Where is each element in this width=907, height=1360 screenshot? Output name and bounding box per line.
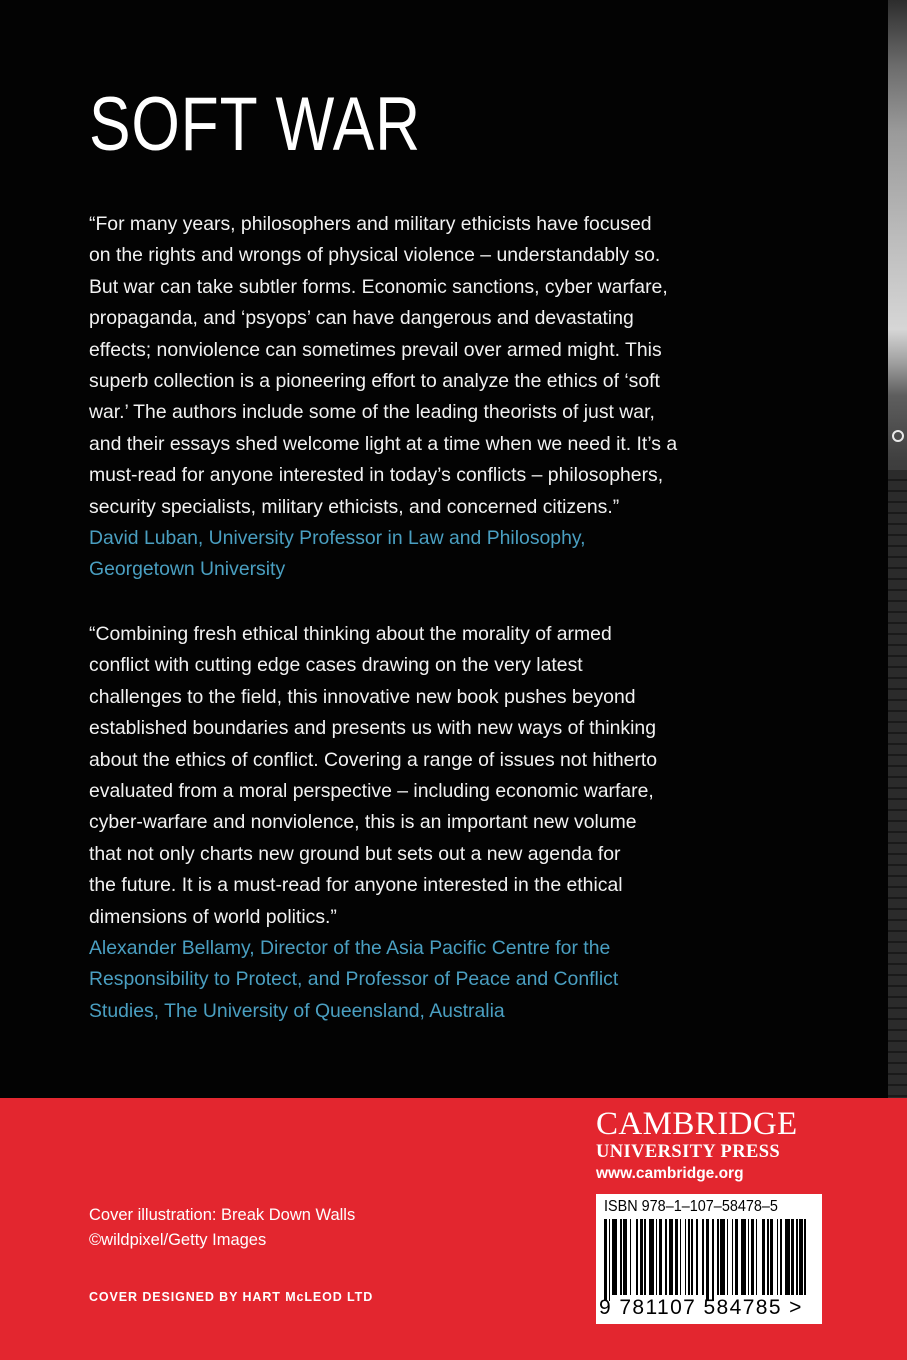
attribution-line: Responsibility to Protect, and Professor of Peace and Conflict xyxy=(89,968,619,991)
barcode-bar xyxy=(636,1219,638,1295)
publisher-url[interactable]: www.cambridge.org xyxy=(596,1165,744,1182)
cover-illustration-credit: Cover illustration: Break Down Walls xyxy=(89,1206,356,1224)
barcode-bar xyxy=(804,1219,806,1295)
quote-line: evaluated from a moral perspective – including economic warfare, xyxy=(89,780,654,803)
endorsement-quote xyxy=(89,619,729,933)
quote-line: the future. It is a must-read for anyone interested in the ethical xyxy=(89,874,623,897)
barcode-bar xyxy=(659,1219,662,1295)
image-copyright: ©wildpixel/Getty Images xyxy=(89,1231,267,1249)
designer-credit: COVER DESIGNED BY HART McLEOD LTD xyxy=(89,1290,374,1304)
barcode-digits: 9 781107 584785 > xyxy=(599,1296,803,1319)
barcode-bar xyxy=(691,1219,693,1295)
endorsement-attribution xyxy=(89,523,729,586)
publisher-name: CAMBRIDGE xyxy=(596,1106,798,1142)
barcode-bar xyxy=(735,1219,738,1295)
quote-line: about the ethics of conflict. Covering a range of issues not hitherto xyxy=(89,748,658,771)
quote-line: that not only charts new ground but sets out a new agenda for xyxy=(89,842,621,865)
barcode-bar xyxy=(649,1219,654,1295)
barcode-bar xyxy=(770,1219,773,1295)
barcode-bar xyxy=(780,1219,782,1295)
barcode-bar xyxy=(712,1219,714,1301)
barcode-bar xyxy=(604,1219,607,1301)
quote-line: But war can take subtler forms. Economic sanctions, cyber warfare, xyxy=(89,275,668,298)
quote-line: propaganda, and ‘psyops’ can have dangerous and devastating xyxy=(89,307,634,330)
attribution-line: David Luban, University Professor in Law and Philosophy, xyxy=(89,527,586,550)
endorsement-1 xyxy=(89,209,729,586)
barcode-bar xyxy=(777,1219,779,1295)
barcode-bar xyxy=(702,1219,704,1295)
endorsement-quote xyxy=(89,209,729,523)
barcode-bar xyxy=(630,1219,632,1295)
quote-line: security specialists, military ethicists, and concerned citizens.” xyxy=(89,495,620,518)
barcode-bar xyxy=(665,1219,667,1295)
barcode-bar xyxy=(799,1219,802,1295)
quote-line: “For many years, philosophers and military ethicists have focused xyxy=(89,213,652,235)
barcode-bar xyxy=(609,1219,611,1301)
quote-line: conflict with cutting edge cases drawing on the very latest xyxy=(89,654,583,677)
barcode-bar xyxy=(762,1219,765,1295)
book-title: SOFT WAR xyxy=(89,82,422,167)
barcode-bar xyxy=(717,1219,719,1295)
bolt-icon xyxy=(892,430,904,442)
barcode-bar xyxy=(685,1219,687,1295)
barcode-bar xyxy=(612,1219,617,1295)
publisher-subtitle: UNIVERSITY PRESS xyxy=(596,1142,781,1162)
barcode-bar xyxy=(741,1219,746,1295)
barcode-bar xyxy=(796,1219,798,1295)
barcode-bar xyxy=(751,1219,754,1295)
barcode-bar xyxy=(756,1219,758,1295)
quote-line: superb collection is a pioneering effort to analyze the ethics of ‘soft xyxy=(89,370,660,393)
quote-line: “Combining fresh ethical thinking about the morality of armed xyxy=(89,623,612,645)
cover-photo-edge xyxy=(888,0,907,1098)
quote-line: cyber-warfare and nonviolence, this is an important new volume xyxy=(89,811,637,834)
barcode-bar xyxy=(669,1219,674,1295)
barcode-bar xyxy=(748,1219,750,1295)
barcode-bar xyxy=(644,1219,646,1295)
barcode-bar xyxy=(680,1219,682,1295)
brick-wall-texture xyxy=(888,470,907,1098)
publisher-logo xyxy=(596,1106,836,1184)
barcode xyxy=(596,1194,822,1324)
barcode-bar xyxy=(656,1219,658,1295)
barcode-bar xyxy=(620,1219,622,1295)
attribution-line: Studies, The University of Queensland, Australia xyxy=(89,999,505,1022)
barcode-bar xyxy=(791,1219,794,1295)
quote-line: war.’ The authors include some of the leading theorists of just war, xyxy=(89,401,655,424)
quote-line: must-read for anyone interested in today’s conflicts – philosophers, xyxy=(89,464,664,487)
endorsement-attribution xyxy=(89,933,729,1027)
barcode-bar xyxy=(732,1219,734,1295)
quote-line: on the rights and wrongs of physical violence – understandably so. xyxy=(89,244,661,267)
quote-line: challenges to the field, this innovative new book pushes beyond xyxy=(89,685,636,708)
attribution-line: Alexander Bellamy, Director of the Asia Pacific Centre for the xyxy=(89,937,611,960)
quote-line: dimensions of world politics.” xyxy=(89,905,337,928)
barcode-bar xyxy=(696,1219,698,1295)
endorsement-2 xyxy=(89,619,729,1027)
barcode-bar xyxy=(720,1219,725,1295)
quote-line: effects; nonviolence can sometimes prevail over armed might. This xyxy=(89,338,662,361)
quote-line: established boundaries and presents us with new ways of thinking xyxy=(89,717,656,740)
quote-line: and their essays shed welcome light at a time when we need it. It’s a xyxy=(89,432,678,455)
barcode-bar xyxy=(640,1219,643,1295)
barcode-bar xyxy=(623,1219,626,1295)
barcode-bar xyxy=(785,1219,790,1295)
barcode-bar xyxy=(727,1219,729,1295)
barcode-bars xyxy=(604,1219,809,1295)
barcode-bar xyxy=(675,1219,678,1295)
barcode-bar xyxy=(688,1219,690,1295)
isbn-number: ISBN 978–1–107–58478–5 xyxy=(604,1198,778,1215)
barcode-bar xyxy=(767,1219,769,1295)
attribution-line: Georgetown University xyxy=(89,558,286,581)
barcode-bar xyxy=(706,1219,709,1301)
